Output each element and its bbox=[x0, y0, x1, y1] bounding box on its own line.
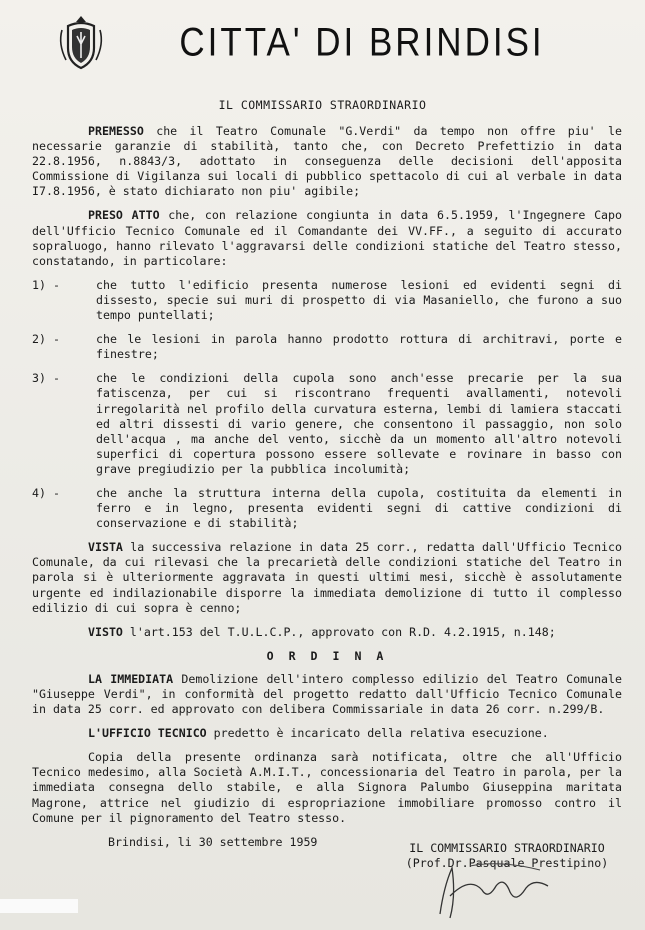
vista-paragraph bbox=[32, 540, 622, 615]
premesso-text: che il Teatro Comunale "G.Verdi" da tempo non offre piu' le necessarie garanzie di stabilità, tanto che, con Decreto Prefettizio in data 22.8.1956, n.8843/3, adottato in conseguenza delle decisioni dell'apposita Commissione di Vigilanza sui locali di pubblico spettacolo di cui al verbale in data I7.8.1956, è stato dichiarato non piu' agibile; bbox=[32, 124, 622, 199]
visto-lead: VISTO bbox=[88, 624, 123, 639]
paper-scrap bbox=[0, 899, 78, 913]
document-date: Brindisi, li 30 settembre 1959 bbox=[108, 834, 318, 849]
ordina-paragraph bbox=[32, 672, 622, 717]
list-item-number: 3) - bbox=[32, 371, 60, 386]
list-item-text: che tutto l'edificio presenta numerose lesioni ed evidenti segni di dissesto, specie sui muri di prospetto di via Masaniello, che furono a suo tempo puntellati; bbox=[96, 277, 622, 323]
signer-name: (Prof.Dr.Pasquale Prestipino) bbox=[405, 855, 609, 870]
city-crest-icon bbox=[56, 14, 106, 70]
visto-paragraph bbox=[32, 625, 622, 640]
ufficio-text: predetto è incaricato della relativa esecuzione. bbox=[213, 726, 549, 741]
list-item bbox=[32, 332, 622, 362]
copia-paragraph bbox=[32, 750, 622, 825]
document-body bbox=[32, 124, 622, 905]
ordina-heading: O R D I N A bbox=[266, 648, 388, 663]
list-item bbox=[32, 371, 622, 477]
city-title: CITTA' DI BRINDISI bbox=[179, 20, 545, 65]
ordina-text: Demolizione dell'intero complesso edilizio del Teatro Comunale "Giuseppe Verdi", in conformità del progetto redatto dall'Ufficio Tecnico Comunale in data 25 corr. ed approvato con delibera Commissariale in data 26 corr. n.299/B. bbox=[32, 671, 622, 717]
preso-atto-paragraph bbox=[32, 208, 622, 268]
list-item-number: 4) - bbox=[32, 485, 60, 500]
ufficio-lead: L'UFFICIO TECNICO bbox=[88, 726, 207, 741]
handwritten-signature-icon bbox=[430, 856, 560, 924]
vista-lead: VISTA bbox=[88, 540, 123, 555]
list-item bbox=[32, 278, 622, 323]
document-heading: IL COMMISSARIO STRAORDINARIO bbox=[218, 98, 427, 112]
list-item-text: che le lesioni in parola hanno prodotto rottura di architravi, porte e finestre; bbox=[96, 332, 622, 362]
ufficio-paragraph bbox=[32, 726, 622, 741]
copia-text: Copia della presente ordinanza sarà notificata, oltre che all'Ufficio Tecnico medesimo, alla Società A.M.I.T., concessionaria del Teatro in parola, per la immediata consegna dello stabile, e alla Signora Palumbo Giuseppina maritata Magrone, attrice nel giudizio di espropriazione immobiliare promosso contro il Comune per il pignoramento del Teatro stesso. bbox=[32, 750, 622, 825]
vista-text: la successiva relazione in data 25 corr., redatta dall'Ufficio Tecnico Comunale, da cui rilevasi che la precarietà delle condizioni statiche del Teatro in parola si è ulteriormente aggravata in questi ultimi mesi, sicchè è assolutamente urgente ed indilazionabile disporre la immediata demolizione di tutto il complesso edilizio di cui sopra è cenno; bbox=[32, 540, 623, 615]
list-item-text: che le condizioni della cupola sono anch'esse precarie per la sua fatiscenza, per cui si riscontrano frequenti avallamenti, notevoli irregolarità nel profilo della curvatura esterna, lembi di lamiera staccati ed altri dissesti di vario genere, che consentono il passaggio, non solo dell'acqua , ma anche del vento, sicchè da un momento all'altro notevoli superfici di copertura possono essere sollevate e rovinare in basso con grave pregiudizio per la pubblica incolumità; bbox=[96, 371, 622, 476]
preso-atto-lead: PRESO ATTO bbox=[88, 208, 160, 223]
signer-title: IL COMMISSARIO STRAORDINARIO bbox=[409, 840, 605, 855]
list-item-text: che anche la struttura interna della cupola, costituita da elementi in ferro e in legno, presenta evidenti segni di cattive condizioni di conservazione e di stabilità; bbox=[96, 485, 622, 531]
list-item-number: 1) - bbox=[32, 277, 60, 292]
list-item bbox=[32, 486, 622, 531]
list-item-number: 2) - bbox=[32, 332, 60, 347]
premesso-paragraph bbox=[32, 124, 622, 199]
visto-text: l'art.153 del T.U.L.C.P., approvato con R.D. 4.2.1915, n.148; bbox=[129, 624, 556, 639]
ordina-lead: LA IMMEDIATA bbox=[88, 671, 174, 686]
preso-atto-text: che, con relazione congiunta in data 6.5.1959, l'Ingegnere Capo dell'Ufficio Tecnico Comunale ed il Comandante dei VV.FF., a seguito di accurato sopraluogo, hanno rilevato l'aggravarsi delle condizioni statiche del Teatro stesso, constatando, in particolare: bbox=[32, 208, 622, 268]
premesso-lead: PREMESSO bbox=[88, 124, 144, 138]
